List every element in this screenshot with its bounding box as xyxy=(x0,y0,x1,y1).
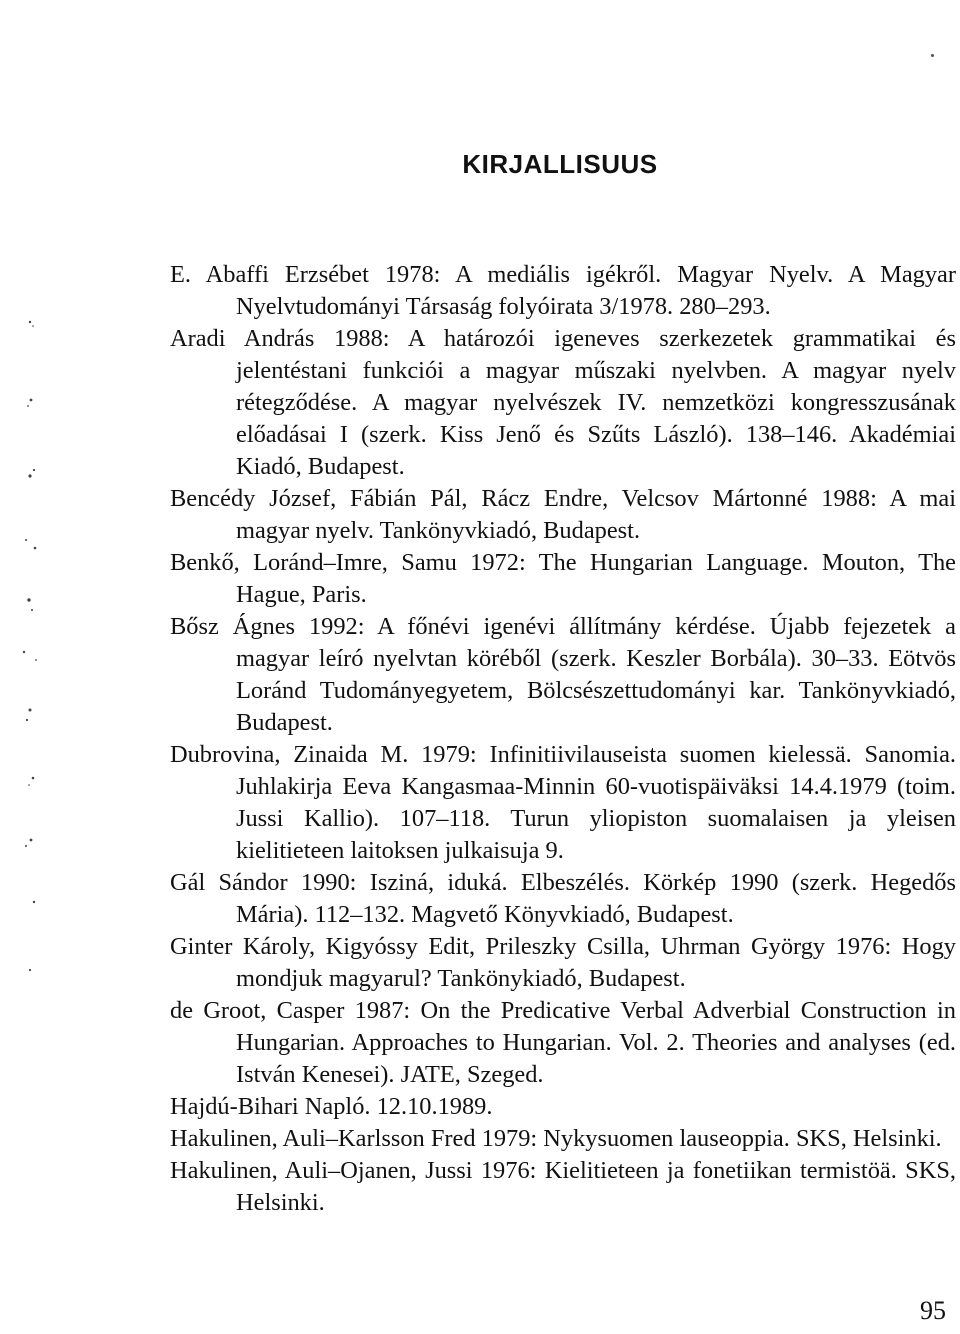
section-title: KIRJALLISUUS xyxy=(462,149,658,180)
bibliography-entry: Hakulinen, Auli–Ojanen, Jussi 1976: Kielitieteen ja fonetiikan termistöä. SKS, Helsinki. xyxy=(170,1157,956,1216)
bibliography-entry: Ginter Károly, Kigyóssy Edit, Prileszky Csilla, Uhrman György 1976: Hogy mondjuk magyarul? Tankönykiadó, Budapest. xyxy=(170,933,956,992)
scan-edge-speckle xyxy=(0,280,46,1000)
bibliography-entry: Aradi András 1988: A határozói igeneves szerkezetek grammatikai és jelentéstani funkciói a magyar műszaki nyelvben. A magyar nyelv rétegződése. A magyar nyelvészek IV. nemzetközi kongresszusának előadásai I (szerk. Kiss Jenő és Szűts László). 138–146. Akadémiai Kiadó, Budapest. xyxy=(170,325,956,480)
bibliography-entry: Hajdú-Bihari Napló. 12.10.1989. xyxy=(170,1093,493,1120)
bibliography-entry: Bencédy József, Fábián Pál, Rácz Endre, Velcsov Mártonné 1988: A mai magyar nyelv. Tankönyvkiadó, Budapest. xyxy=(170,485,956,544)
bibliography-entry: Dubrovina, Zinaida M. 1979: Infinitiivilauseista suomen kielessä. Sanomia. Juhlakirja Eeva Kangasmaa-Minnin 60-vuotispäiväksi 14.4.1979 (toim. Jussi Kallio). 107–118. Turun yliopiston suomalaisen ja yleisen kielitieteen laitoksen julkaisuja 9. xyxy=(170,741,956,864)
bibliography-entry: Gál Sándor 1990: Isziná, iduká. Elbeszélés. Körkép 1990 (szerk. Hegedős Mária). 112–132. Magvető Könyvkiadó, Budapest. xyxy=(170,869,956,928)
bibliography-entry: Bősz Ágnes 1992: A főnévi igenévi állítmány kérdése. Újabb fejezetek a magyar leíró nyelvtan köréből (szerk. Keszler Borbála). 30–33. Eötvös Loránd Tudományegyetem, Bölcsészettudományi kar. Tankönyvkiadó, Budapest. xyxy=(170,613,956,736)
bibliography-entry: E. Abaffi Erzsébet 1978: A mediális igékről. Magyar Nyelv. A Magyar Nyelvtudományi Társaság folyóirata 3/1978. 280–293. xyxy=(170,261,956,320)
bibliography-entry: Hakulinen, Auli–Karlsson Fred 1979: Nykysuomen lauseoppia. SKS, Helsinki. xyxy=(170,1125,942,1152)
scan-dust-mark xyxy=(931,54,934,57)
bibliography-entry: de Groot, Casper 1987: On the Predicative Verbal Adverbial Construction in Hungarian. Approaches to Hungarian. Vol. 2. Theories and analyses (ed. István Kenesei). JATE, Szeged. xyxy=(170,997,956,1088)
bibliography-entry: Benkő, Loránd–Imre, Samu 1972: The Hungarian Language. Mouton, The Hague, Paris. xyxy=(170,549,956,608)
page-number: 95 xyxy=(920,1296,946,1325)
bibliography-list xyxy=(170,259,956,1219)
